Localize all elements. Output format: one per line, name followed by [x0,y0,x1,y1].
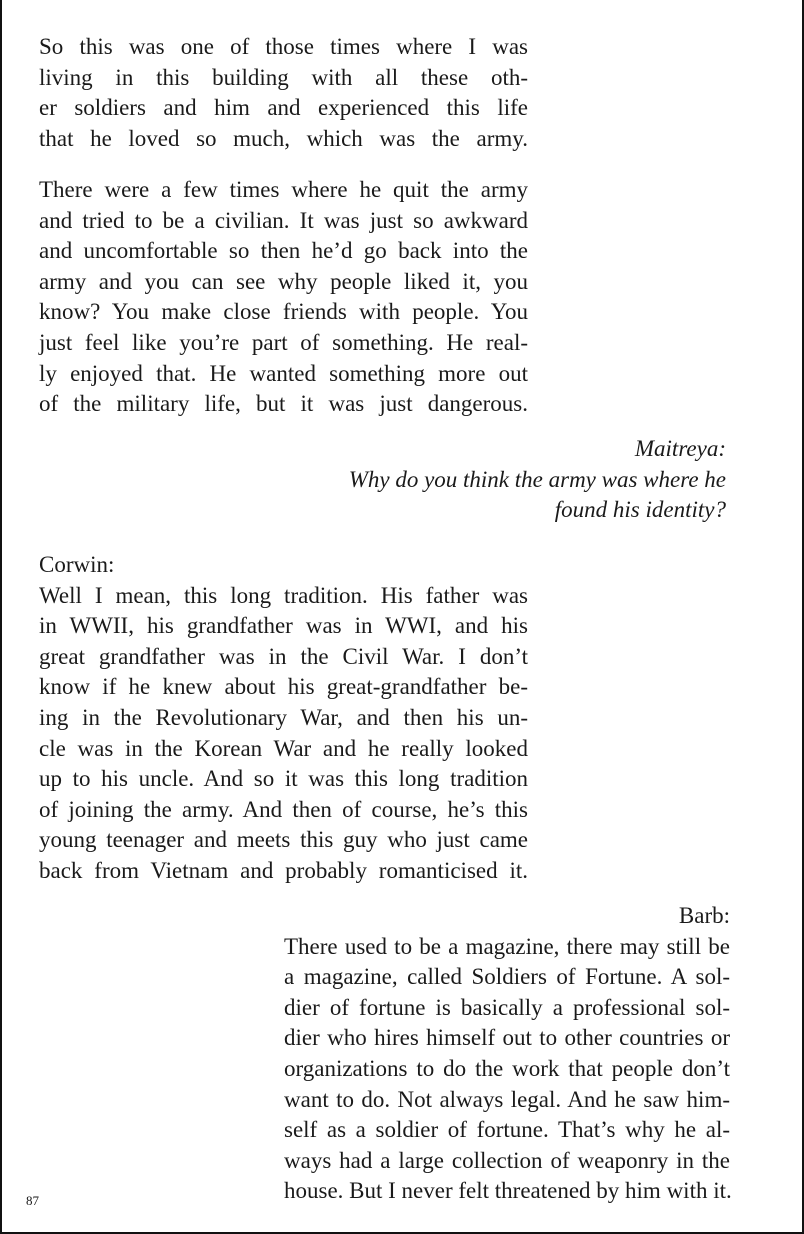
paragraph-line: ing in the Revolutionary War, and then his un- [39,704,528,730]
paragraph-line: organizations to do the work that people don’t [284,1055,730,1081]
paragraph-line: Well I mean, this long tradition. His father was [39,582,528,608]
paragraph-line: dier of fortune is basically a professional sol- [284,994,730,1020]
paragraph-line: know? You make close friends with people. You [39,299,528,325]
paragraph-line: and tried to be a civilian. It was just so awkward [39,207,528,233]
paragraph-line: in WWII, his grandfather was in WWI, and his [39,613,528,639]
question-line: found his identity? [554,497,726,523]
corwin-answer [39,550,528,887]
barb-answer [284,901,730,1207]
paragraph-line: just feel like you’re part of something. He real- [39,329,528,355]
paragraph-line: great grandfather was in the Civil War. I don’t [39,643,528,669]
paragraph-line: There used to be a magazine, there may still be [284,933,730,959]
page-number: 87 [26,1193,39,1208]
paragraph-line: living in this building with all these oth- [39,64,528,90]
paragraph-line: a magazine, called Soldiers of Fortune. A sol- [284,964,730,990]
speaker-name-barb: Barb: [678,903,730,928]
paragraph-line: want to do. Not always legal. And he saw him- [284,1086,730,1112]
paragraph-1 [39,32,528,154]
paragraph-2 [39,175,528,420]
paragraph-line: ways had a large collection of weaponry in the [284,1147,730,1173]
paragraph-line: cle was in the Korean War and he really looked [39,735,528,761]
paragraph-line: young teenager and meets this guy who just came [39,827,528,853]
paragraph-line: So this was one of those times where I was [39,34,528,59]
paragraph-line: There were a few times where he quit the army [39,177,528,202]
interviewer-question [306,434,726,526]
paragraph-line: house. But I never felt threatened by him with it. [284,1178,732,1204]
speaker-name-maitreya: Maitreya: [634,436,726,461]
paragraph-line: army and you can see why people liked it, you [39,268,528,294]
speaker-name-corwin: Corwin: [39,552,115,577]
paragraph-line: of joining the army. And then of course, he’s this [39,796,528,822]
paragraph-line: dier who hires himself out to other countries or [284,1025,730,1051]
paragraph-line: up to his uncle. And so it was this long tradition [39,766,528,792]
paragraph-line: self as a soldier of fortune. That’s why he al- [284,1117,730,1143]
paragraph-line: of the military life, but it was just dangerous. [39,391,528,417]
paragraph-line: ly enjoyed that. He wanted something more out [39,360,528,386]
paragraph-line: er soldiers and him and experienced this life [39,95,528,121]
paragraph-line: back from Vietnam and probably romanticised it. [39,857,528,883]
question-line: Why do you think the army was where he [348,466,726,492]
paragraph-line: that he loved so much, which was the army. [39,125,528,151]
paragraph-line: and uncomfortable so then he’d go back into the [39,238,528,264]
paragraph-line: know if he knew about his great-grandfather be- [39,674,528,700]
